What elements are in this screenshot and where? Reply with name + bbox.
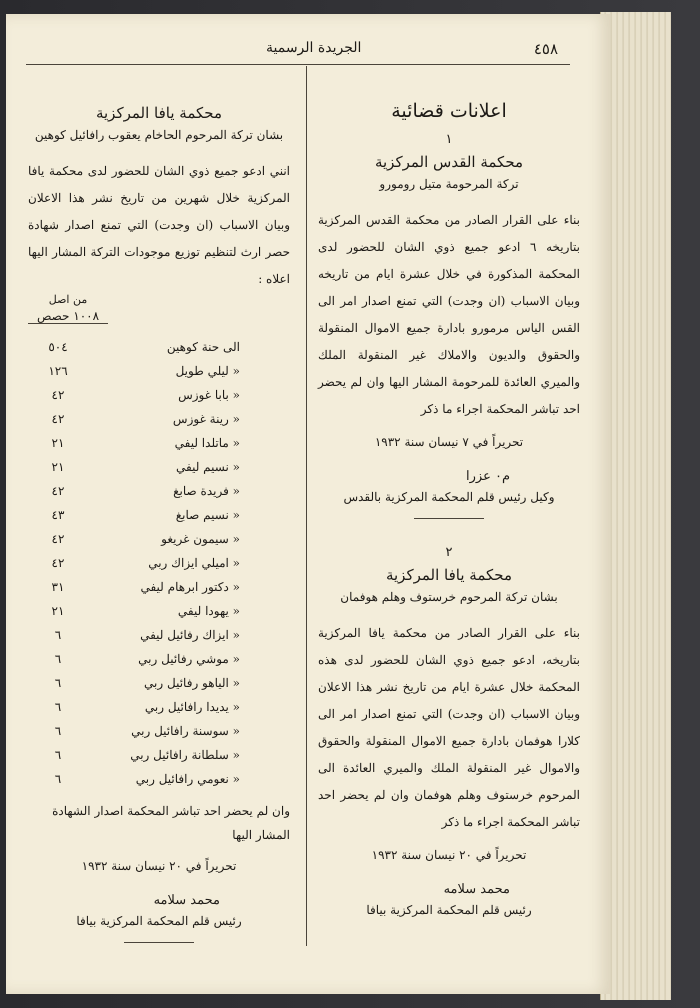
notice-body: انني ادعو جميع ذوي الشان للحضور لدى محكمة يافا المركزية خلال شهرين من تاريخ نشر هذا الاعلان وبيان الاسباب (ان وجدت) التي تمنع اصدار شهادة حصر ارث لتنظيم توزيع موجودات التركة المشار اليها اعلاه : [28,164,290,286]
heir-name: « يهودا ليفي [177,604,240,618]
notice-subject: تركة المرحومة متيل رومورو [379,177,519,191]
signatory-title: رئيس قلم المحكمة المركزية بيافا [366,903,532,917]
heirs-list [28,337,290,793]
heir-row [28,505,290,529]
heir-name: « ايزاك رفائيل ليفي [140,628,240,642]
heir-name: « دكتور ابرهام ليفي [140,580,240,594]
left-column [28,100,290,969]
notice-number: ١ [445,132,453,147]
heir-share: ٦ [54,628,62,642]
heir-row [28,409,290,433]
heir-name: « يديدا رافائيل ربي [144,700,240,714]
heir-row [28,457,290,481]
notice-body: بناء على القرار الصادر من محكمة يافا المركزية بتاريخه، ادعو جميع ذوي الشان للحضور لدى هذه المحكمة خلال عشرة ايام من تاريخ نشر هذا الاعلان وبيان الاسباب (ان وجدت) التي تمنع اصدار امر الى كلارا هوفمان بادارة جميع الاموال المنقولة والحقوق والاموال غير المنقولة الملك والميري العائدة الى المرحوم خرستوف وهلم هوفمان وان لم يحضر احد تباشر المحكمة اجراء ما ذكر [318,626,580,829]
heir-row [28,529,290,553]
heir-share: ٤٢ [51,556,65,570]
signatory-title: وكيل رئيس قلم المحكمة المركزية بالقدس [343,490,555,504]
separator-rule [124,942,194,943]
notice-subject: بشان تركة المرحوم خرستوف وهلم هوفمان [340,590,558,604]
heir-row [28,553,290,577]
heir-share: ٦ [54,772,62,786]
heir-share: ٦ [54,748,62,762]
running-title: الجريدة الرسمية [266,40,362,56]
notice-date: تحريراً في ٢٠ نيسان سنة ١٩٣٢ [371,848,527,862]
notice-subject: بشان تركة المرحوم الحاخام يعقوب رافائيل كوهين [34,128,284,142]
notice-date: تحريراً في ٢٠ نيسان سنة ١٩٣٢ [81,859,237,873]
heir-share: ٤٣ [51,508,65,522]
heir-name: « ماتلدا ليفي [174,436,240,450]
heir-row [28,361,290,385]
heir-row [28,697,290,721]
heir-name: « الياهو رفائيل ربي [144,676,240,690]
heir-name: « بابا غوزس [178,388,240,402]
heir-row [28,577,290,601]
notice-date: تحريراً في ٧ نيسان سنة ١٩٣٢ [374,435,524,449]
heir-share: ٢١ [51,460,65,474]
page-number: ٤٥٨ [533,40,558,58]
heir-share: ٦ [54,724,62,738]
heir-row [28,649,290,673]
heir-share: ٤٢ [51,484,65,498]
heir-share: ٢١ [51,604,65,618]
signatory-title: رئيس قلم المحكمة المركزية بيافا [76,914,242,928]
shares-total: ١٠٠٨ حصص [28,309,108,324]
heir-share: ٦ [54,700,62,714]
heir-row [28,769,290,793]
heir-share: ٥٠٤ [48,340,68,354]
notice-number: ٢ [445,545,453,560]
court-title: محكمة يافا المركزية [385,566,513,584]
heir-name: « سوسنة رافائيل ربي [131,724,240,738]
heir-share: ٦ [54,676,62,690]
heir-name: « نسيم صابغ [175,508,240,522]
section-heading: اعلانات قضائية [391,100,507,122]
heir-row [28,721,290,745]
heir-name: « فريدة صابغ [173,484,240,498]
court-title: محكمة القدس المركزية [374,153,524,171]
heir-row [28,625,290,649]
signatory-name: محمد سلامه [443,882,510,897]
heir-row [28,673,290,697]
shares-label: من اصل [48,293,88,306]
heir-name: « موشي رفائيل ربي [138,652,240,666]
heir-name: « رينة غوزس [172,412,240,426]
heir-row [28,337,290,361]
right-column [318,100,580,925]
notice-1 [318,132,580,519]
page-header [26,36,570,65]
gazette-page [6,14,610,994]
heir-name: « نسيم ليفي [176,460,240,474]
heir-share: ٤٢ [51,412,65,426]
heir-share: ٣١ [51,580,65,594]
closing-text: وان لم يحضر احد تباشر المحكمة اصدار الشهادة المشار اليها [52,804,290,842]
notice-body: بناء على القرار الصادر من محكمة القدس المركزية بتاريخه ٦ ادعو جميع ذوي الشان للحضور لدى المحكمة المذكورة في خلال عشرة ايام من تاريخه وبيان الاسباب (ان وجدت) التي تمنع اصدار امر الى القس الياس مرمورو بادارة جميع الاموال المنقولة والحقوق والديون والاملاك غير المنقولة الملك والميري العائدة للمرحومة المشار اليها وان لم يحضر احد تباشر المحكمة اجراء ما ذكر [318,213,580,416]
notice-2 [318,545,580,917]
shares-header [28,293,290,337]
heir-share: ١٢٦ [48,364,68,378]
heir-row [28,481,290,505]
heir-row [28,433,290,457]
heir-name: « ليلي طويل [175,364,240,378]
heir-name: « سيمون غريغو [161,532,240,546]
heir-share: ٢١ [51,436,65,450]
signatory-name: م٠ عزرا [466,469,510,484]
heir-row [28,745,290,769]
heir-row [28,385,290,409]
heir-share: ٤٢ [51,532,65,546]
signatory-name: محمد سلامه [153,893,220,908]
heir-name: الى حنة كوهين [166,340,240,354]
heir-name: « نعومي رافائيل ربي [135,772,240,786]
heir-name: « سلطانة رافائيل ربي [130,748,240,762]
separator-rule [414,518,484,519]
heir-share: ٦ [54,652,62,666]
book-page-edges [600,12,671,1000]
heir-name: « اميلي ايزاك ربي [148,556,240,570]
court-title: محكمة يافا المركزية [95,104,223,122]
heir-share: ٤٢ [51,388,65,402]
heir-row [28,601,290,625]
column-divider [306,66,307,946]
